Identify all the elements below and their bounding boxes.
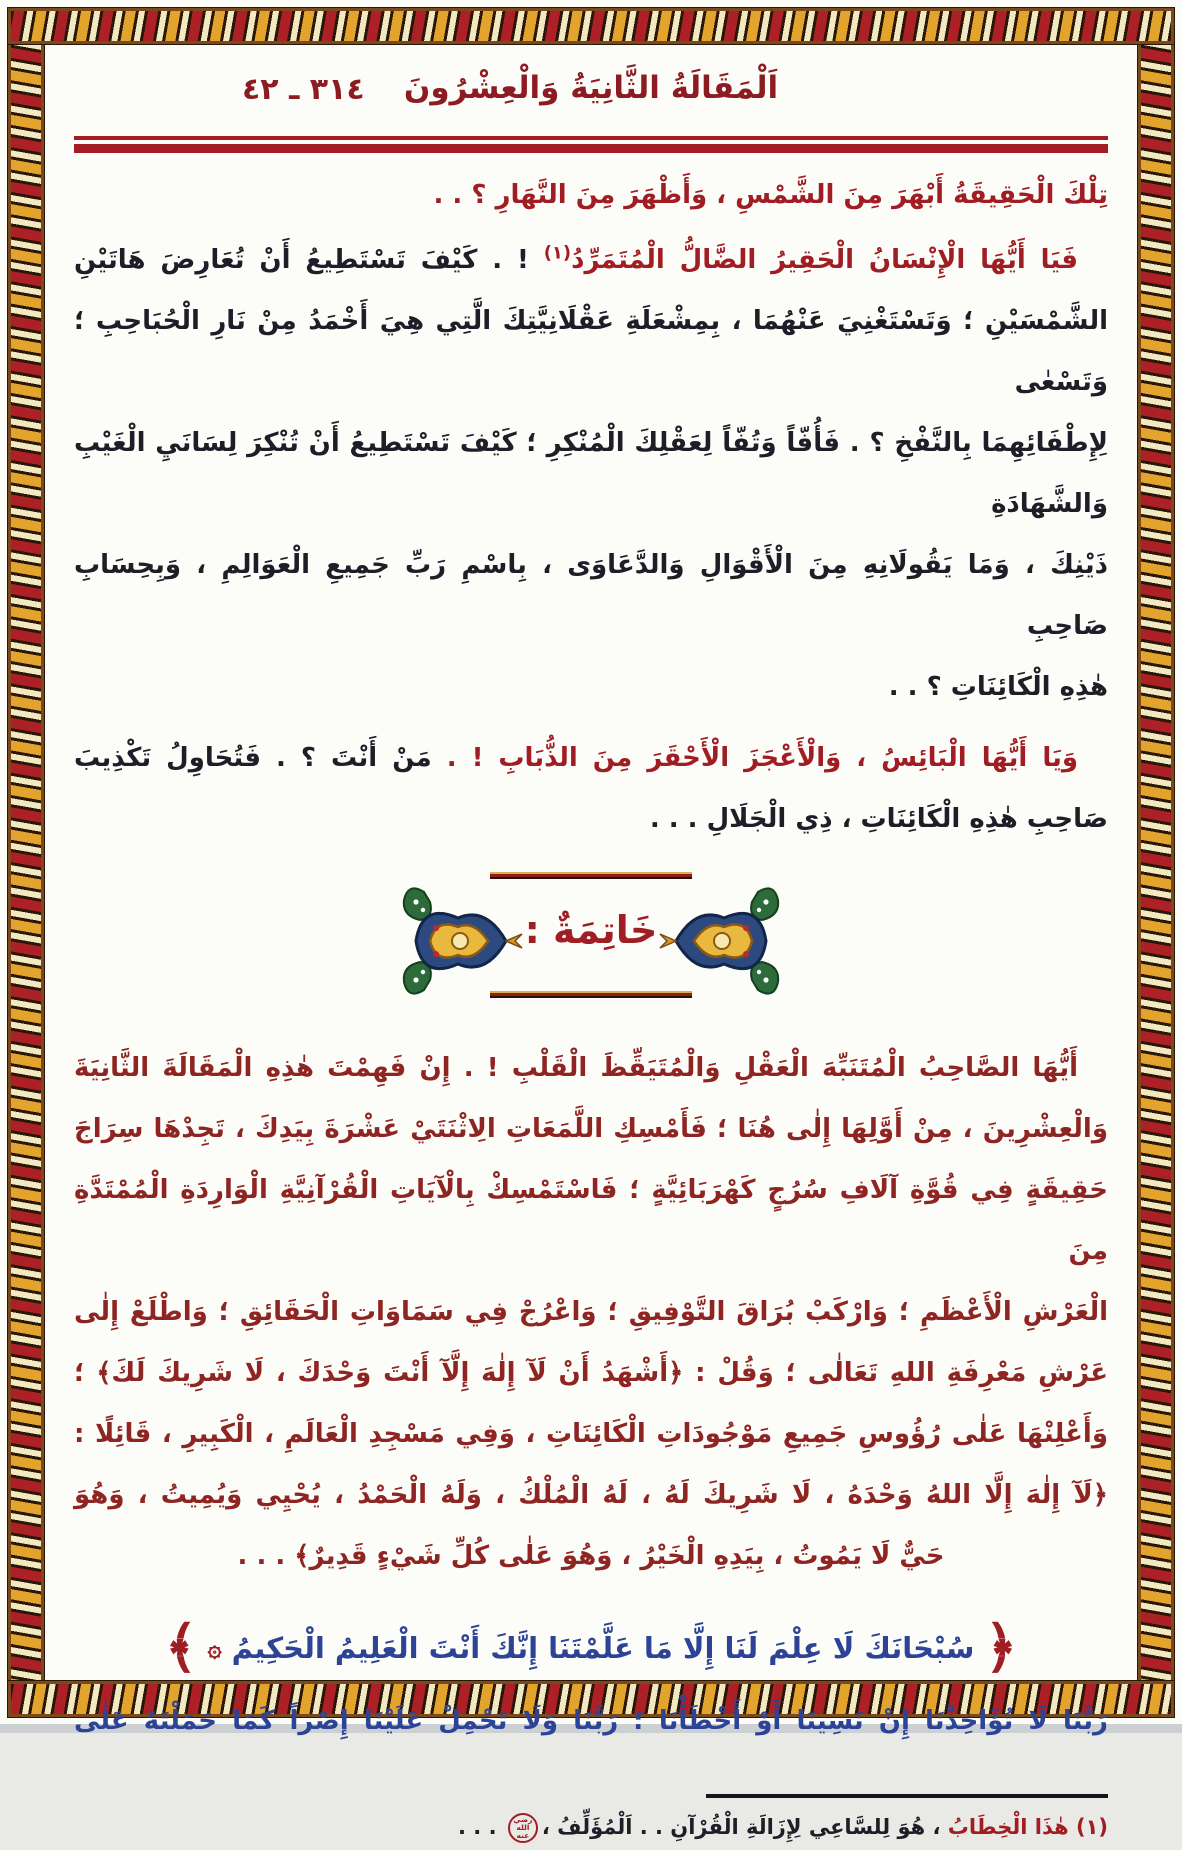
body-line: حَيٌّ لَا يَمُوتُ ، بِيَدِهِ الْخَيْرُ ، وَهُوَ عَلٰى كُلِّ شَيْءٍ قَدِيرٌ﴾ . . . [237, 1541, 945, 1571]
ornamental-border-left-icon [8, 8, 44, 1717]
page-content [74, 70, 1108, 1850]
radiallahu-anhu-seal-icon: رضي الله عنه [508, 1813, 538, 1843]
body-line [74, 728, 1108, 789]
body-line: أَيُّهَا الصَّاحِبُ الْمُتَنَبِّهَ الْعَقْلِ وَالْمُتَيَقِّظَ الْقَلْبِ ! . إِنْ فَهِمْتَ هٰذِهِ الْمَقَالَةَ الثَّانِيَةَ [74, 1053, 1078, 1083]
body-line: عَرْشِ مَعْرِفَةِ اللهِ تَعَالٰى ؛ وَقُلْ : ﴿أَشْهَدُ أَنْ لَآ إِلٰهَ إِلَّآ أَنْتَ وَحْدَكَ ، لَا شَرِيكَ لَكَ﴾ ؛ [74, 1358, 1108, 1388]
body-line: هٰذِهِ الْكَائِنَاتِ ؟ . . [888, 672, 1108, 702]
verse-text: سُبْحَانَكَ لَا عِلْمَ لَنَا إِلَّا مَا عَلَّمْتَنَا إِنَّكَ أَنْتَ الْعَلِيمُ الْحَكِيمُ [231, 1631, 975, 1665]
body-line [74, 230, 1108, 291]
quran-verse-line [74, 1609, 1108, 1687]
body-line: صَاحِبِ هٰذِهِ الْكَائِنَاتِ ، ذِي الْجَلَالِ . . . [649, 804, 1108, 834]
body-line: الْعَرْشِ الْأَعْظَمِ ؛ وَارْكَبْ بُرَاقَ التَّوْفِيقِ ؛ وَاعْرُجْ فِي سَمَاوَاتِ الْحَقَائِقِ ؛ وَاطْلَعْ إِلٰى [74, 1297, 1108, 1327]
paragraph-conclusion [74, 1038, 1108, 1587]
footnote [74, 1804, 1108, 1850]
paragraph-address-man [74, 230, 1108, 718]
rabbana-line: رَبَّنَا لَا تُؤَاخِذْنَا إِنْ نَسِينَا أَوْ أَخْطَأْنَا ؛ رَبَّنَا وَلَا تَحْمِلْ عَلَيْنَا إِصْراً كَمَا حَمَلْتَهُ عَلٰى [74, 1706, 1108, 1736]
footnote-text: ، هُوَ لِلسَّاعِي لِإِزَالَةِ الْقُرْآنِ . . اَلْمُؤَلِّفُ ، [541, 1815, 948, 1839]
verse-open-ornament-icon: ﴿ [984, 1615, 1018, 1680]
verse-rosette-icon: ۞ [207, 1634, 222, 1662]
ink-text: مَنْ أَنْتَ ؟ . فَتُحَاوِلُ تَكْذِيبَ [74, 743, 447, 773]
body-line: ﴿لَآ إِلٰهَ إِلَّا اللهُ وَحْدَهُ ، لَا شَرِيكَ لَهُ ، لَهُ الْمُلْكُ ، وَلَهُ الْحَمْدُ ، يُحْيِي وَيُمِيتُ ، وَهُوَ [74, 1480, 1108, 1510]
footnote-ref-marker: (١) [543, 242, 572, 264]
khatimah-ornament [416, 860, 766, 1028]
khatimah-title: خَاتِمَةٌ : [524, 908, 658, 952]
ornamental-border-top-icon [8, 8, 1174, 44]
intro-line: تِلْكَ الْحَقِيقَةُ أَبْهَرَ مِنَ الشَّمْسِ ، وَأَظْهَرَ مِنَ النَّهَارِ ؟ . . [433, 180, 1108, 210]
body-line: ذَيْنِكَ ، وَمَا يَقُولَانِهِ مِنَ الْأَقْوَالِ وَالدَّعَاوَى ، بِاسْمِ رَبِّ جَمِيعِ الْعَوَالِمِ ، وَبِحِسَابِ صَاحِبِ [74, 550, 1108, 641]
body-line: الشَّمْسَيْنِ ؛ وَتَسْتَغْنِيَ عَنْهُمَا ، بِمِشْعَلَةِ عَقْلَانِيَّتِكَ الَّتِي هِيَ أَخْمَدُ مِنْ نَارِ الْحُبَاحِبِ ؛ وَتَسْعٰى [74, 306, 1108, 397]
ornamental-border-right-icon [1138, 8, 1174, 1717]
footnote-tail: . . . [458, 1815, 504, 1839]
footnote-marker: (١) هٰذَا الْخِطَابُ [947, 1815, 1108, 1839]
body-line: لِإِطْفَائِهِمَا بِالنَّفْخِ ؟ . فَأُفّاً وَتُفّاً لِعَقْلِكَ الْمُنْكِرِ ؛ كَيْفَ تَسْتَطِيعُ أَنْ تُنْكِرَ لِسَانَيِ الْغَيْبِ وَالشَّهَادَةِ [74, 428, 1108, 519]
body-line: وَأَعْلِنْهَا عَلٰى رُؤُوسِ جَمِيعِ مَوْجُودَاتِ الْكَائِنَاتِ ، وَفِي مَسْجِدِ الْعَالَمِ ، الْكَبِيرِ ، قَائِلًا : [74, 1419, 1108, 1449]
page-header [74, 70, 1108, 126]
header-double-rule [74, 136, 1108, 153]
red-text: وَيَا أَيُّهَا الْبَائِسُ ، وَالْأَعْجَزَ الْأَحْقَرَ مِنَ الذُّبَابِ ! . [446, 743, 1079, 773]
verse-close-ornament-icon: ﴾ [164, 1615, 198, 1680]
ink-text: ! . كَيْفَ تَسْتَطِيعُ أَنْ تُعَارِضَ هَاتَيْنِ [74, 245, 544, 275]
body-line: حَقِيقَةٍ فِي قُوَّةِ آلَافِ سُرُجٍ كَهْرَبَائِيَّةٍ ؛ فَاسْتَمْسِكْ بِالْآيَاتِ الْقُرْآنِيَّةِ الْوَارِدَةِ الْمُمْتَدَّةِ مِنَ [74, 1175, 1108, 1266]
footnote-rule [706, 1794, 1108, 1798]
red-text: فَيَا أَيُّهَا الْإِنْسَانُ الْحَقِيرُ الضَّالُّ الْمُتَمَرِّدُ [571, 245, 1079, 275]
body-line: وَالْعِشْرِينَ ، مِنْ أَوَّلِهَا إِلٰى هُنَا ؛ فَأَمْسِكِ اللَّمَعَاتِ الِاثْنَتَيْ عَشْرَةَ بِيَدِكَ ، تَجِدْهَا سِرَاجَ [74, 1114, 1108, 1144]
page-number: ٣١٤ ـ ٤٢ [242, 72, 365, 107]
page-title: اَلْمَقَالَةُ الثَّانِيَةُ وَالْعِشْرُونَ [403, 70, 779, 106]
paragraph-address-fly [74, 728, 1108, 850]
